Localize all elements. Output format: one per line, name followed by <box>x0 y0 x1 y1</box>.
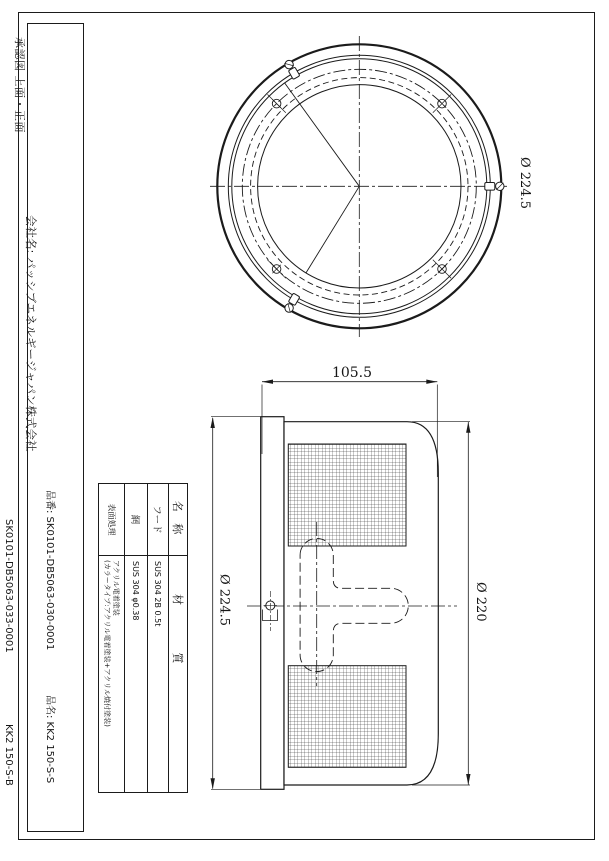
body-diameter-label: Ø 220 <box>473 582 488 622</box>
product-names <box>0 695 83 789</box>
part-numbers <box>0 490 83 653</box>
part-number-1: 品番: SK0101-DB5063-030-0001 <box>44 490 55 651</box>
flange-diameter-label: Ø 224.5 <box>216 574 232 627</box>
part-number-2: SK0101-DB5063-033-0001 <box>3 519 15 653</box>
materials-table <box>98 483 188 793</box>
table-row-hood-material: SUS 304 2B 0.5t <box>147 556 168 792</box>
table-row-hood-name: フード <box>147 484 168 556</box>
table-row-finish-name: 表面処理 <box>99 484 124 556</box>
table-header-name: 名 称 <box>168 484 187 556</box>
approval-line1: 承認図 上面・正面 <box>13 37 26 133</box>
table-row-mesh-name: 網 <box>124 484 147 556</box>
table-row-mesh-material: SUS 304 φ0.38 <box>124 556 147 792</box>
finish-material-line1: アクリル電着塗装 <box>112 560 121 616</box>
table-row-finish-material <box>99 556 124 792</box>
table-header-material: 材 質 <box>168 556 187 792</box>
product-name-2: KK2 150-S-B <box>3 724 15 786</box>
finish-material-line2: (カラータイプ:アクリル電着塗装+アクリル焼付塗装) <box>103 560 112 727</box>
overall-height-label: 105.5 <box>331 365 373 381</box>
company-date <box>0 215 76 452</box>
top-view-diameter-label: Ø 224.5 <box>517 157 532 210</box>
company-name: 会社名: パッシブエネルギージャパン株式会社 <box>24 215 38 452</box>
approval-note <box>0 37 84 133</box>
product-name-1: 品名: KK2 150-S-S <box>44 695 55 784</box>
